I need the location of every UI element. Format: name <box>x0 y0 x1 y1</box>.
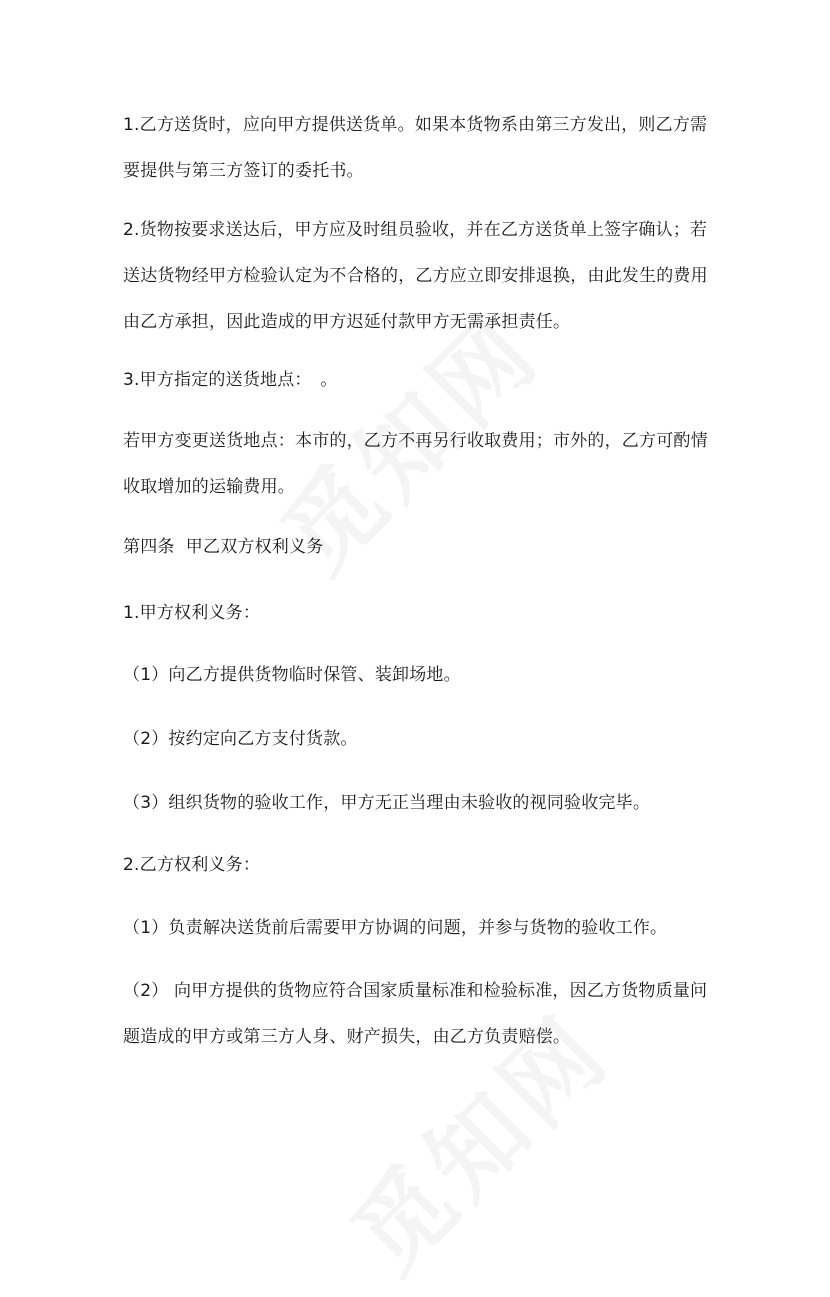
list-item-party-a-2: （2）按约定向乙方支付货款。 <box>123 729 358 749</box>
paragraph-delivery-location: 3.甲方指定的送货地点： 。 <box>123 370 338 390</box>
list-item-party-a-3: （3）组织货物的验收工作，甲方无正当理由未验收的视同验收完毕。 <box>123 793 651 813</box>
paragraph-location-change: 若甲方变更送货地点：本市的，乙方不再另行收取费用；市外的，乙方可酌情收取增加的运输费用。 <box>123 431 708 497</box>
paragraph-acceptance: 2.货物按要求送达后，甲方应及时组员验收，并在乙方送货单上签字确认；若送达货物经甲方检验认定为不合格的，乙方应立即安排退换，由此发生的费用由乙方承担，因此造成的甲方迟延付款甲方无需承担责任。 <box>123 220 708 332</box>
paragraph-delivery-note: 1.乙方送货时，应向甲方提供送货单。如果本货物系由第三方发出，则乙方需要提供与第三方签订的委托书。 <box>123 115 708 181</box>
subheading-party-b-rights: 2.乙方权利义务： <box>123 855 261 875</box>
list-item-party-a-1: （1）向乙方提供货物临时保管、装卸场地。 <box>123 665 461 685</box>
list-item-party-b-1: （1）负责解决送货前后需要甲方协调的问题，并参与货物的验收工作。 <box>123 918 668 938</box>
list-item-party-b-2: （2） 向甲方提供的货物应符合国家质量标准和检验标准，因乙方货物质量问题造成的甲方或第三方人身、财产损失，由乙方负责赔偿。 <box>123 981 708 1047</box>
section-heading-article-4: 第四条 甲乙双方权利义务 <box>123 537 324 557</box>
subheading-party-a-rights: 1.甲方权利义务： <box>123 603 261 623</box>
